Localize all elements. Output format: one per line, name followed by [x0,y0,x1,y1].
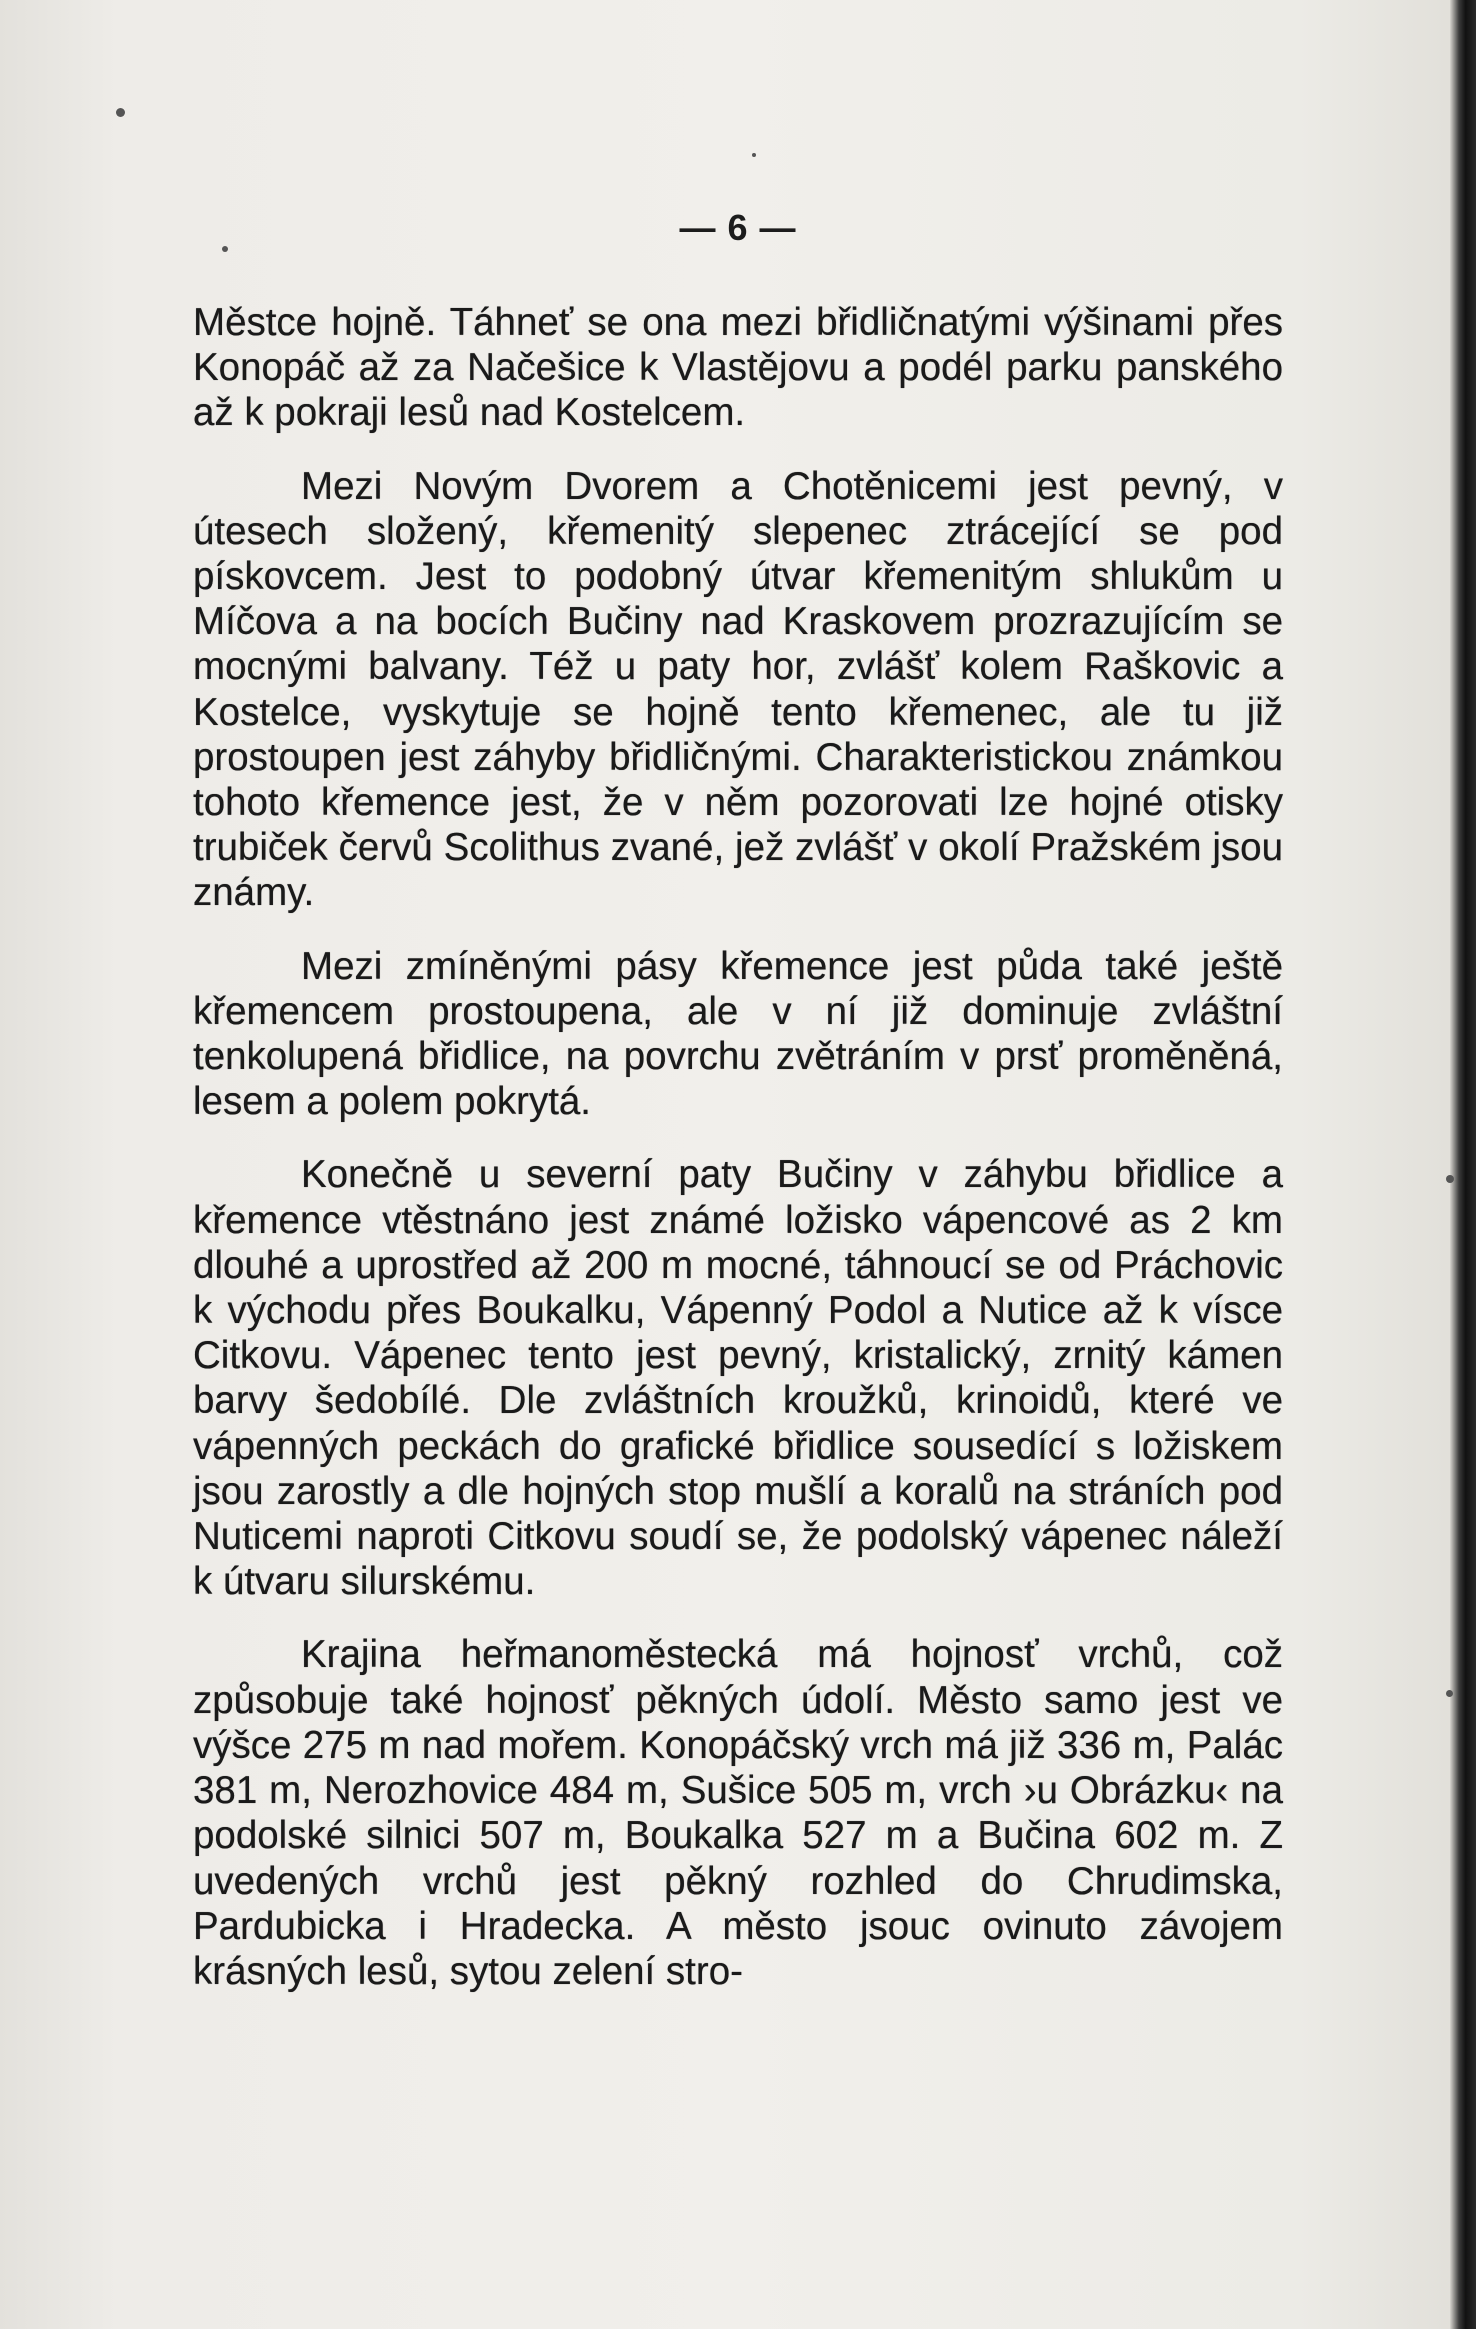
paragraph: Mezi Novým Dvorem a Chotěnicemi jest pevný, v útesech složený, křemenitý slepenec ztrácející se pod pískovcem. Jest to podobný útvar křemenitým shlukům u Míčova a na bocích Bučiny nad Kraskovem prozrazujícím se mocnými balvany. Též u paty hor, zvlášť kolem Raškovic a Kostelce, vyskytuje se hojně tento křemenec, ale tu již prostoupen jest záhyby břidličnými. Charakteristickou známkou tohoto křemence jest, že v něm pozorovati lze hojné otisky trubiček červů Scolithus zvané, jež zvlášť v okolí Pražském jsou známy. [193,464,1283,915]
scan-speck [1446,1175,1454,1183]
body-text [193,300,1283,2022]
paragraph: Mezi zmíněnými pásy křemence jest půda také ještě křemencem prostoupena, ale v ní již dominuje zvláštní tenkolupená břidlice, na povrchu zvětráním v prsť proměněná, lesem a polem pokrytá. [193,944,1283,1124]
paragraph: Krajina heřmanoměstecká má hojnosť vrchů, což způsobuje také hojnosť pěkných údolí. Město samo jest ve výšce 275 m nad mořem. Konopáčský vrch má již 336 m, Palác 381 m, Nerozhovice 484 m, Sušice 505 m, vrch ›u Obrázku‹ na podolské silnici 507 m, Boukalka 527 m a Bučina 602 m. Z uvedených vrchů jest pěkný rozhled do Chrudimska, Pardubicka i Hradecka. A město jsouc ovinuto závojem krásných lesů, sytou zelení stro- [193,1633,1283,1993]
page-number: — 6 — [679,207,797,248]
page-binding-edge [1450,0,1476,2329]
scan-speck [1446,1690,1453,1697]
scan-speck [752,153,756,157]
paragraph: Městce hojně. Táhneť se ona mezi břidličnatými výšinami přes Konopáč až za Načešice k Vlastějovu a podél parku panského až k pokraji lesů nad Kostelcem. [193,301,1283,435]
scan-speck [116,108,125,117]
paragraph: Konečně u severní paty Bučiny v záhybu břidlice a křemence vtěstnáno jest známé ložisko vápencové as 2 km dlouhé a uprostřed až 200 m mocné, táhnoucí se od Práchovic k východu přes Boukalku, Vápenný Podol a Nutice až k vísce Citkovu. Vápenec tento jest pevný, kristalický, zrnitý kámen barvy šedobílé. Dle zvláštních kroužků, krinoidů, které ve vápenných peckách do grafické břidlice sousedící s ložiskem jsou zarostly a dle hojných stop mušlí a koralů na stráních pod Nuticemi naproti Citkovu soudí se, že podolský vápenec náleží k útvaru silurskému. [193,1153,1283,1604]
